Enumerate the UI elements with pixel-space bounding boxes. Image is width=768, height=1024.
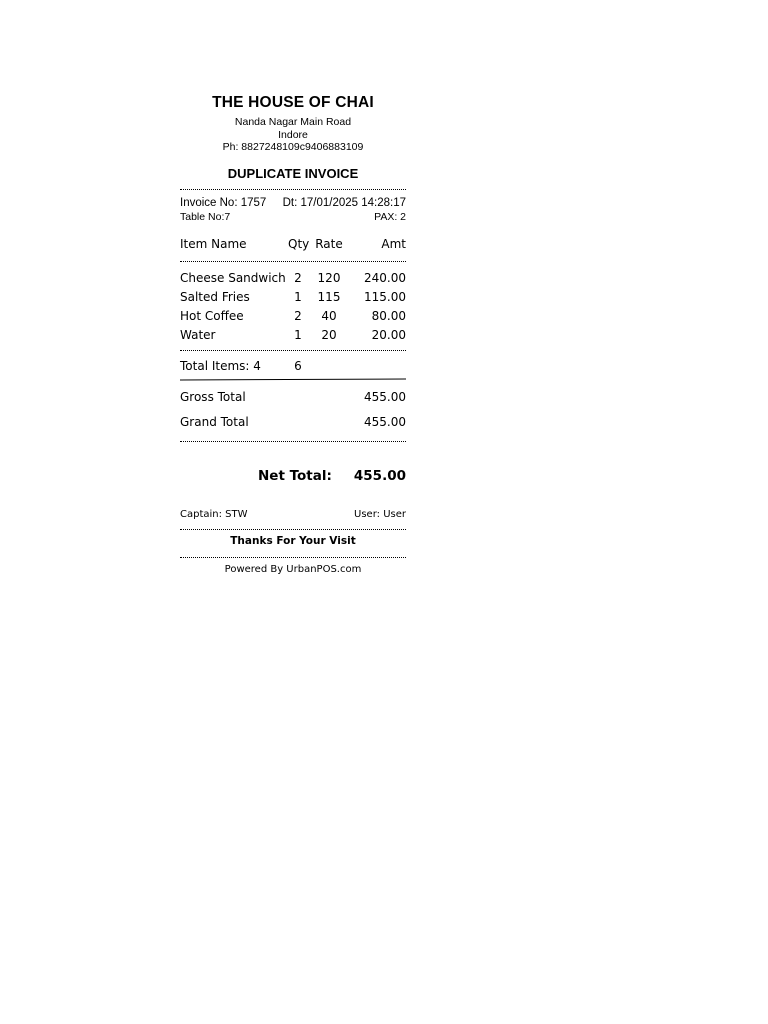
grand-total-value: 455.00 xyxy=(364,415,406,430)
item-name: Cheese Sandwich xyxy=(180,270,286,285)
column-qty: Qty xyxy=(288,236,310,251)
item-rate: 20 xyxy=(321,328,337,343)
list-item xyxy=(180,269,406,288)
table-info-row xyxy=(180,211,406,223)
item-amount: 115.00 xyxy=(364,289,406,304)
list-item xyxy=(180,288,406,307)
total-items-label: Total Items: 4 xyxy=(180,359,261,374)
staff-info-row xyxy=(180,509,406,520)
item-amount: 240.00 xyxy=(364,270,406,285)
item-name: Water xyxy=(180,328,216,343)
phone-number: Ph: 8827248109c9406883109 xyxy=(222,141,364,153)
item-qty: 1 xyxy=(294,289,302,304)
item-qty: 2 xyxy=(294,270,302,285)
net-total-label: Net Total: xyxy=(258,468,332,485)
solid-divider xyxy=(180,379,406,381)
grand-total-label: Grand Total xyxy=(180,415,249,430)
column-item-name: Item Name xyxy=(180,236,247,251)
item-rate: 120 xyxy=(317,270,341,285)
gross-total-label: Gross Total xyxy=(180,390,246,405)
gross-total-value: 455.00 xyxy=(364,390,406,405)
dotted-divider xyxy=(180,557,406,558)
dotted-divider xyxy=(180,189,406,190)
item-name: Hot Coffee xyxy=(180,308,244,323)
table-number: Table No:7 xyxy=(180,210,231,223)
powered-by: Powered By UrbanPOS.com xyxy=(224,564,362,576)
grand-total-row xyxy=(180,415,406,429)
invoice-info-row xyxy=(180,197,406,209)
item-qty: 1 xyxy=(294,328,302,343)
list-item xyxy=(180,307,406,326)
address-line-2: Indore xyxy=(278,128,308,141)
item-amount: 80.00 xyxy=(371,308,406,323)
address-line-1: Nanda Nagar Main Road xyxy=(234,116,352,128)
receipt xyxy=(180,92,406,575)
invoice-number: Invoice No: 1757 xyxy=(180,196,267,209)
user-name: User: User xyxy=(354,509,406,521)
item-amount: 20.00 xyxy=(371,328,406,343)
items-header xyxy=(180,237,406,251)
document-title: DUPLICATE INVOICE xyxy=(227,165,359,181)
pax-count: PAX: 2 xyxy=(374,210,406,223)
total-items-row xyxy=(180,359,406,375)
dotted-divider xyxy=(180,529,406,530)
items-list xyxy=(180,269,406,346)
item-qty: 2 xyxy=(294,308,302,323)
invoice-date: Dt: 17/01/2025 14:28:17 xyxy=(282,196,406,209)
dotted-divider xyxy=(180,261,406,262)
shop-name: THE HOUSE OF CHAI xyxy=(212,94,374,111)
item-name: Salted Fries xyxy=(180,289,250,304)
net-total-value: 455.00 xyxy=(353,468,406,485)
dotted-divider xyxy=(180,350,406,351)
captain-name: Captain: STW xyxy=(180,509,248,521)
thanks-message: Thanks For Your Visit xyxy=(230,535,356,548)
gross-total-row xyxy=(180,390,406,404)
list-item xyxy=(180,326,406,345)
net-total-row xyxy=(180,468,406,484)
item-rate: 115 xyxy=(317,289,341,304)
item-rate: 40 xyxy=(321,308,337,323)
column-amt: Amt xyxy=(381,236,406,251)
column-rate: Rate xyxy=(315,236,343,251)
dotted-divider xyxy=(180,441,406,442)
total-qty: 6 xyxy=(294,359,302,374)
